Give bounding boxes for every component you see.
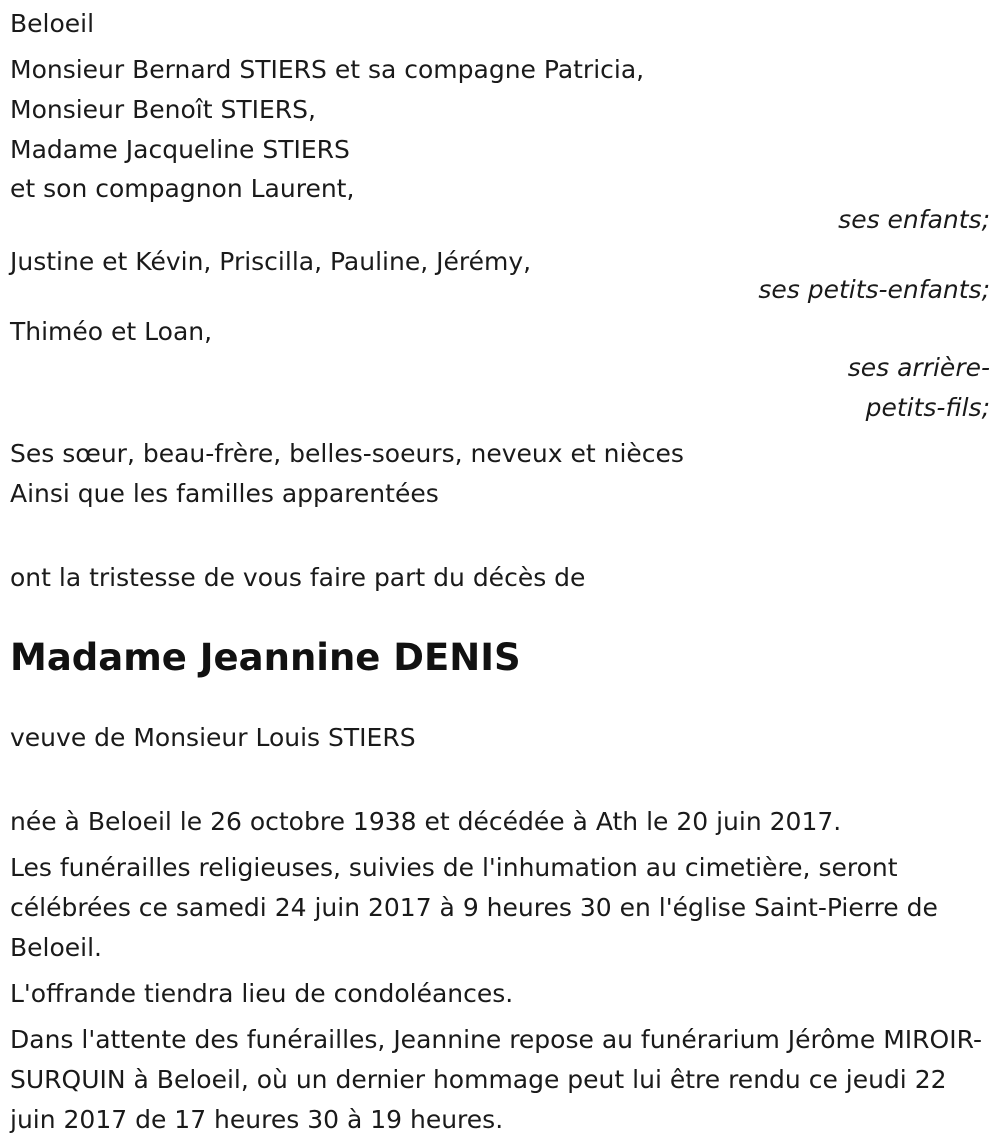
funeral-details: Les funérailles religieuses, suivies de l'inhumation au cimetière, seront célébrées ce samedi 24 juin 2017 à 9 heures 30 en l'église Saint-Pierre de Beloeil. <box>10 853 938 962</box>
child-line: Monsieur Bernard STIERS et sa compagne Patricia, <box>10 55 645 84</box>
announcement: ont la tristesse de vous faire part du décès de <box>10 563 586 592</box>
offering-note: L'offrande tiendra lieu de condoléances. <box>10 979 514 1008</box>
grandchildren-section <box>10 246 990 302</box>
children-section <box>10 50 990 232</box>
great-grandchildren-role-2: petits-fils; <box>865 393 990 422</box>
children-role: ses enfants; <box>838 205 990 234</box>
great-grandchildren-section <box>10 316 990 428</box>
grandchildren-line: Justine et Kévin, Priscilla, Pauline, Jérémy, <box>10 247 532 276</box>
visitation-details: Dans l'attente des funérailles, Jeannine repose au funérarium Jérôme MIROIR-SURQUIN à Beloeil, où un dernier hommage peut lui être rendu ce jeudi 22 juin 2017 de 17 heures 30 à 19 heures. <box>10 1025 982 1134</box>
child-line: Monsieur Benoît STIERS, <box>10 95 316 124</box>
family-line-2: Ainsi que les familles apparentées <box>10 479 439 508</box>
family-section <box>10 434 990 514</box>
child-line: et son compagnon Laurent, <box>10 174 355 203</box>
grandchildren-role: ses petits-enfants; <box>758 275 990 304</box>
family-line-1: Ses sœur, beau-frère, belles-soeurs, neveux et nièces <box>10 439 684 468</box>
child-line: Madame Jacqueline STIERS <box>10 135 350 164</box>
birth-death: née à Beloeil le 26 octobre 1938 et décédée à Ath le 20 juin 2017. <box>10 807 842 836</box>
location: Beloeil <box>10 9 95 38</box>
great-grandchildren-role-1: ses arrière- <box>847 353 990 382</box>
great-grandchildren-line: Thiméo et Loan, <box>10 317 213 346</box>
widow-of: veuve de Monsieur Louis STIERS <box>10 723 416 752</box>
deceased-name: Madame Jeannine DENIS <box>10 636 521 679</box>
